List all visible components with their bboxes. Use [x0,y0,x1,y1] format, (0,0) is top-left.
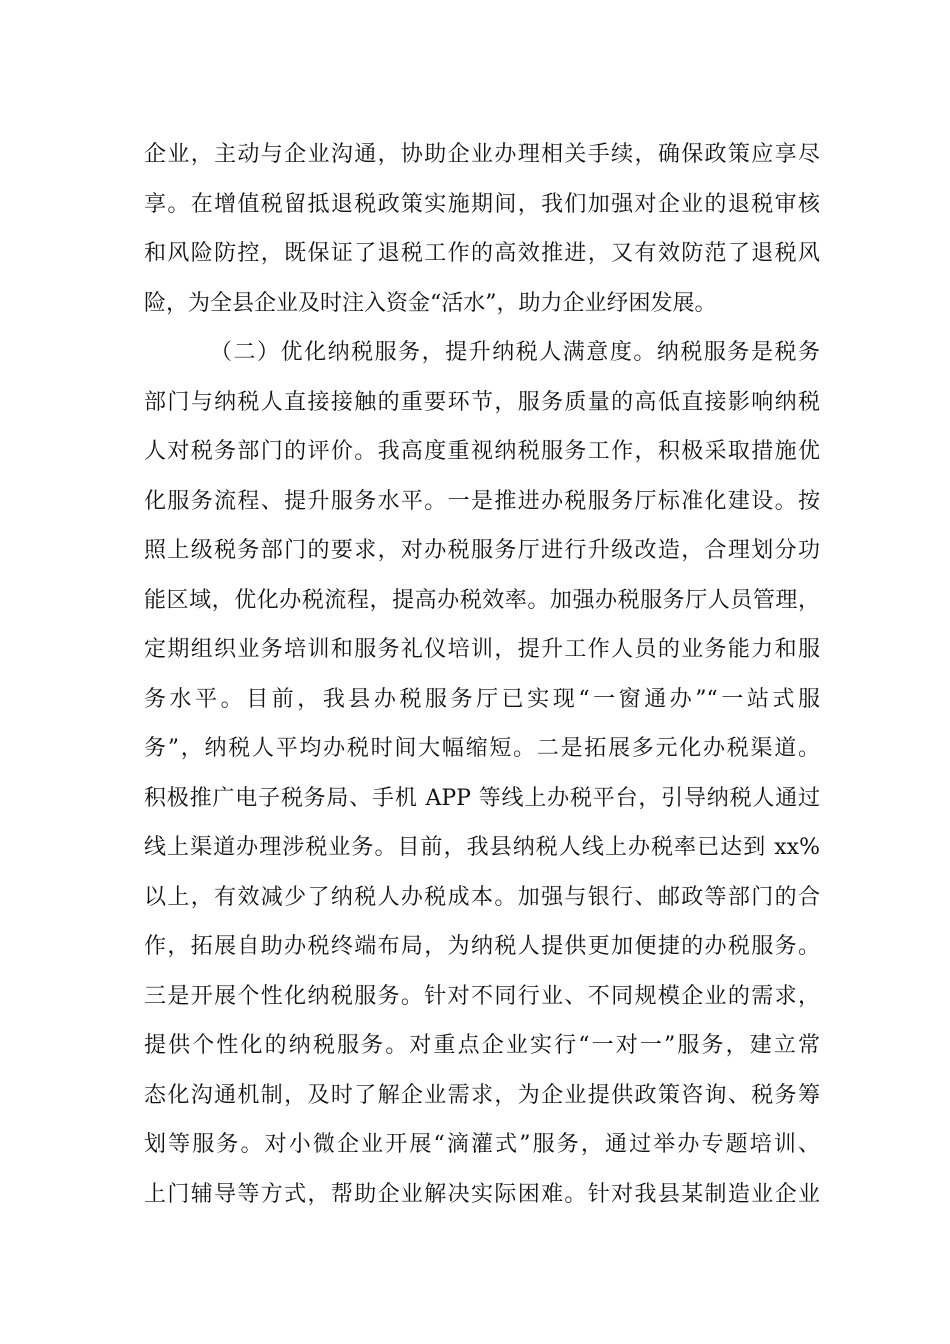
text-line: 划等服务。对小微企业开展“滴灌式”服务，通过举办专题培训、 [144,1132,820,1157]
text-line: 以上，有效减少了纳税人办税成本。加强与银行、邮政等部门的合 [144,884,820,910]
text-line: 照上级税务部门的要求，对办税服务厅进行升级改造，合理划分功 [144,538,820,563]
text-line: 能区域，优化办税流程，提高办税效率。加强办税服务厅人员管理， [144,587,820,613]
text-line: 积极推广电子税务局、手机 APP 等线上办税平台，引导纳税人通过 [144,785,820,811]
text-line: 三是开展个性化纳税服务。针对不同行业、不同规模企业的需求， [144,983,820,1009]
text-line: 人对税务部门的评价。我高度重视纳税服务工作，积极采取措施优 [144,439,820,464]
body-text [144,130,820,1219]
text-line: 享。在增值税留抵退税政策实施期间，我们加强对企业的退税审核 [144,191,820,217]
text-line: 务”，纳税人平均办税时间大幅缩短。二是拓展多元化办税渠道。 [144,736,820,761]
text-line: 态化沟通机制，及时了解企业需求，为企业提供政策咨询、税务筹 [144,1082,820,1108]
text-line: 化服务流程、提升服务水平。一是推进办税服务厅标准化建设。按 [144,488,820,514]
text-line: 险，为全县企业及时注入资金“活水”，助力企业纾困发展。 [144,290,717,316]
text-line: 定期组织业务培训和服务礼仪培训，提升工作人员的业务能力和服 [144,637,820,662]
text-line: 和风险防控，既保证了退税工作的高效推进，又有效防范了退税风 [144,241,820,266]
text-line: 务水平。目前，我县办税服务厅已实现“一窗通办”“一站式服 [144,686,820,712]
text-line: 上门辅导等方式，帮助企业解决实际困难。针对我县某制造业企业 [144,1181,820,1207]
text-line: 线上渠道办理涉税业务。目前，我县纳税人线上办税率已达到 xx% [144,835,820,860]
text-line: 作，拓展自助办税终端布局，为纳税人提供更加便捷的办税服务。 [144,934,820,959]
text-line: 企业，主动与企业沟通，协助企业办理相关手续，确保政策应享尽 [144,142,820,167]
section-heading-line: （二）优化纳税服务，提升纳税人满意度。纳税服务是税务 [210,340,820,365]
text-line: 提供个性化的纳税服务。对重点企业实行“一对一”服务，建立常 [144,1033,820,1058]
text-line: 部门与纳税人直接接触的重要环节，服务质量的高低直接影响纳税 [144,389,820,415]
